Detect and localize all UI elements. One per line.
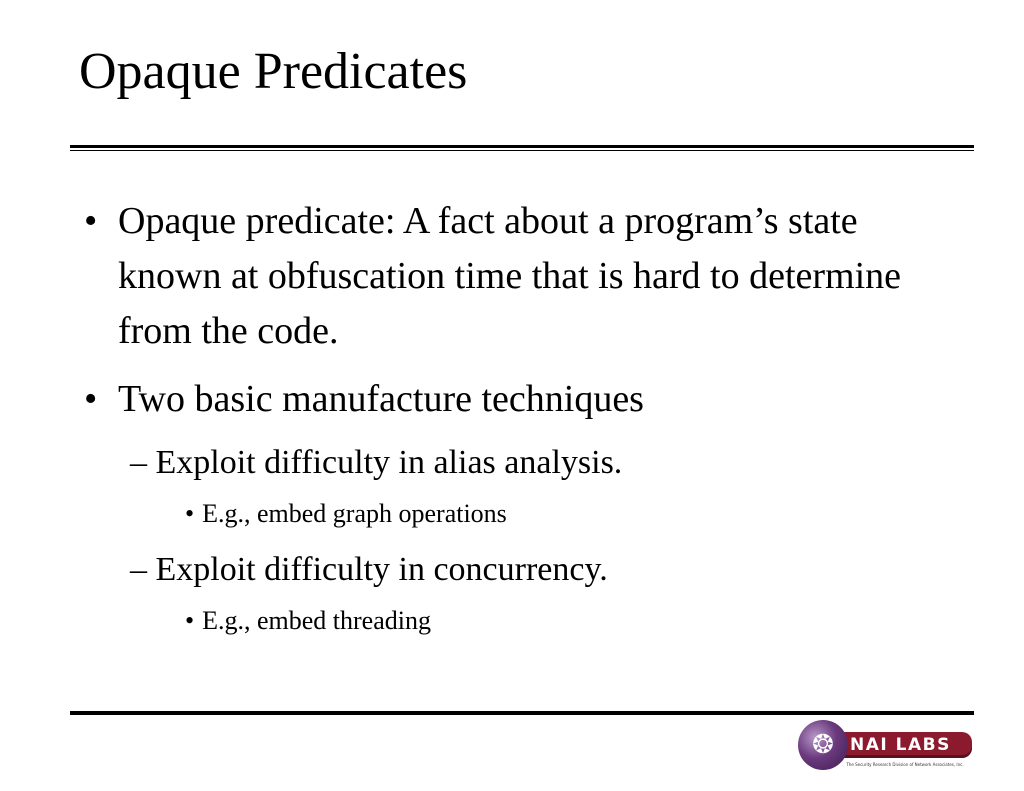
bullet-opaque-predicate [84, 194, 958, 359]
example-threading [185, 604, 431, 638]
nai-labs-logo [798, 720, 974, 772]
sub-bullet-alias-analysis: – Exploit difficulty in alias analysis. [130, 444, 623, 481]
example-text: E.g., embed threading [202, 606, 431, 635]
example-marker: • [185, 499, 195, 528]
sub-bullet-concurrency: – Exploit difficulty in concurrency. [130, 551, 608, 588]
title-divider-thin [70, 150, 974, 151]
bullet-text: Opaque predicate: A fact about a program’s state known at obfuscation time that is hard to determine from the code. [118, 200, 902, 352]
logo-tagline: The Security Research Division of Network Associates, Inc. [846, 762, 964, 767]
bullet-marker: • [84, 200, 98, 242]
slide-title: Opaque Predicates [79, 43, 468, 100]
example-text: E.g., embed graph operations [202, 499, 507, 528]
footer-divider [70, 711, 974, 715]
bullet-marker: • [84, 378, 98, 420]
title-divider-thick [70, 145, 974, 148]
bullet-text: Two basic manufacture techniques [118, 378, 644, 420]
swoosh-icon: ❂ [812, 730, 834, 760]
logo-text: NAI LABS [850, 735, 951, 755]
example-marker: • [185, 606, 195, 635]
example-graph-operations [185, 497, 507, 531]
bullet-manufacture-techniques [84, 372, 958, 427]
